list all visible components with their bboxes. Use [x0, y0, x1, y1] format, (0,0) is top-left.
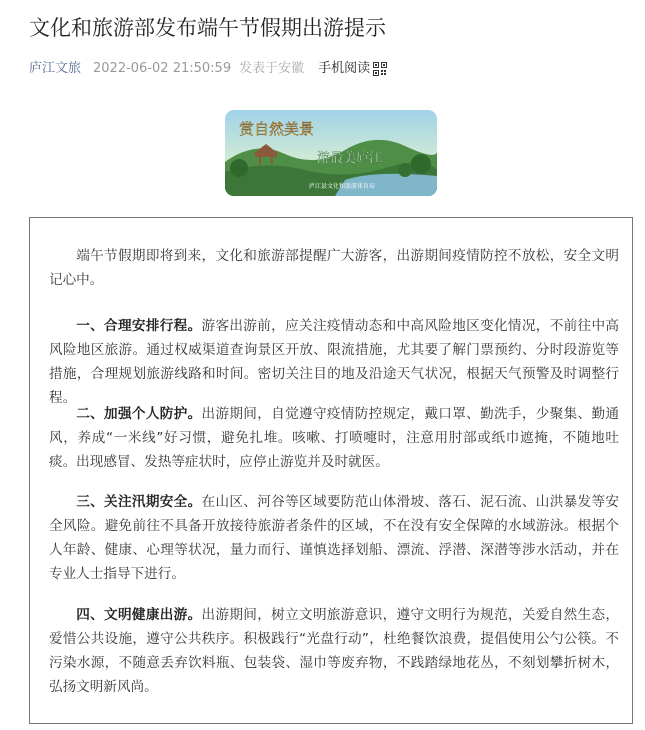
section-paragraph-1: [49, 314, 619, 410]
section-body-3: 在山区、河谷等区域要防范山体滑坡、落石、泥石流、山洪暴发等安全风险。避免前往不具备开放接待旅游者条件的区域，不在没有安全保障的水域游泳。根据个人年龄、健康、心理等状况，量力而行、谨慎选择划船、漂流、浮潜、深潜等涉水活动，并在专业人士指导下进行。: [49, 494, 620, 582]
banner-subheading: 游最美庐江: [317, 151, 383, 166]
source-link[interactable]: 庐江文旅: [29, 61, 82, 76]
section-body-2: 出游期间，自觉遵守疫情防控规定，戴口罩、勤洗手，少聚集、勤通风，养成“一米线”好习惯，避免扎堆。咳嗽、打喷嚏时，注意用肘部或纸巾遮掩，不随地吐痰。出现感冒、发热等症状时，应停止游览并及时就医。: [49, 406, 620, 470]
section-body-4: 出游期间，树立文明旅游意识，遵守文明行为规范，关爱自然生态，爱惜公共设施，遵守公共秩序。积极践行“光盘行动”，杜绝餐饮浪费，提倡使用公勺公筷。不污染水源，不随意丢弃饮料瓶、包装袋、湿巾等废弃物，不践踏绿地花丛，不刻划攀折树木，弘扬文明新风尚。: [49, 607, 620, 695]
publish-location: 发表于安徽: [239, 61, 305, 76]
banner-heading: 赏自然美景: [239, 120, 315, 138]
section-heading-4: 四、文明健康出游。: [76, 607, 202, 623]
qr-code-icon[interactable]: [373, 62, 387, 76]
article-title: 文化和旅游部发布端午节假期出游提示: [29, 16, 386, 40]
section-paragraph-3: [49, 490, 619, 586]
section-body-1: 游客出游前，应关注疫情动态和中高风险地区变化情况，不前往中高风险地区旅游。通过权威渠道查询景区开放、限流措施，尤其要了解门票预约、分时段游览等措施，合理规划旅游线路和时间。密切关注目的地及沿途天气状况，根据天气预警及时调整行程。: [49, 318, 620, 406]
section-paragraph-2: [49, 402, 619, 474]
section-heading-1: 一、合理安排行程。: [76, 318, 202, 334]
section-heading-3: 三、关注汛期安全。: [76, 494, 202, 510]
intro-paragraph: 端午节假期即将到来，文化和旅游部提醒广大游客，出游期间疫情防控不放松，安全文明记心中。: [49, 248, 619, 288]
section-paragraph-4: [49, 603, 619, 699]
article-content-box: [29, 217, 633, 724]
mobile-read-link[interactable]: 手机阅读: [318, 61, 371, 76]
section-heading-2: 二、加强个人防护。: [76, 406, 202, 422]
banner-caption: 庐江县文化和旅游体育局: [309, 183, 376, 190]
banner-image: [225, 110, 437, 196]
article-meta: [29, 58, 387, 80]
publish-datetime: 2022-06-02 21:50:59: [93, 61, 232, 76]
